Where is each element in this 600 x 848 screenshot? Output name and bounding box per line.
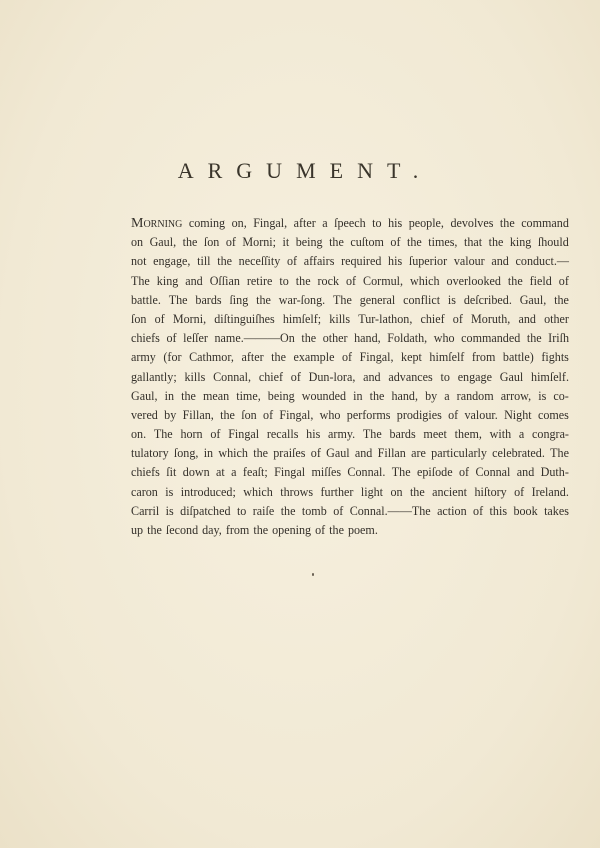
word: ſpeech bbox=[334, 216, 366, 230]
word: The bbox=[131, 273, 150, 288]
word: of bbox=[558, 273, 569, 288]
text-line bbox=[131, 310, 569, 329]
word: engage bbox=[457, 369, 492, 384]
word: praiſes bbox=[273, 446, 306, 461]
word: which bbox=[243, 484, 273, 499]
word: on, bbox=[231, 216, 247, 230]
word: poem. bbox=[347, 523, 378, 537]
word: by bbox=[164, 407, 177, 422]
word: further bbox=[320, 484, 354, 499]
word: meet bbox=[423, 427, 447, 442]
word: feaſt; bbox=[242, 465, 268, 480]
word: Fingal bbox=[228, 427, 260, 442]
word: and bbox=[185, 273, 203, 288]
word: them, bbox=[454, 427, 482, 442]
word: himſelf bbox=[429, 350, 465, 365]
word: the bbox=[220, 407, 235, 422]
text-line bbox=[131, 291, 569, 310]
word: up bbox=[131, 523, 144, 537]
word: on bbox=[390, 484, 403, 499]
word: Dun-lora, bbox=[308, 369, 356, 384]
word: is bbox=[165, 484, 174, 499]
word: cuſtom bbox=[350, 235, 384, 250]
word: Gaul, bbox=[131, 388, 158, 403]
word: is bbox=[165, 503, 174, 518]
word: Night bbox=[504, 407, 532, 422]
word: random bbox=[456, 388, 494, 403]
word: Foldath, bbox=[387, 331, 428, 346]
word: the bbox=[329, 235, 344, 250]
word: the bbox=[253, 523, 269, 537]
word: arrow, bbox=[500, 388, 532, 403]
word: king bbox=[156, 273, 179, 288]
word: is bbox=[447, 292, 456, 307]
word: particularly bbox=[431, 446, 487, 461]
text-line bbox=[131, 329, 569, 348]
word: battle) bbox=[502, 350, 534, 365]
word: diſpatched bbox=[180, 503, 231, 518]
word: which bbox=[218, 446, 248, 461]
word: a bbox=[444, 388, 450, 403]
word: advances bbox=[388, 369, 433, 384]
word: Cathmor, bbox=[189, 350, 234, 365]
word: on. bbox=[131, 427, 147, 442]
word: required bbox=[341, 254, 382, 269]
word: of bbox=[514, 484, 525, 499]
word: hand, bbox=[391, 388, 419, 403]
word: rock bbox=[317, 273, 340, 288]
word: light bbox=[360, 484, 384, 499]
word: from bbox=[225, 523, 250, 537]
word: Connal.——The bbox=[349, 503, 431, 518]
word: of bbox=[333, 503, 344, 518]
word: The bbox=[362, 427, 382, 442]
word: king bbox=[509, 235, 532, 250]
word: caron bbox=[131, 484, 158, 499]
word: mean bbox=[202, 388, 230, 403]
word: of bbox=[286, 254, 298, 269]
word: wounded bbox=[301, 388, 347, 403]
text-line bbox=[131, 214, 569, 233]
text-line bbox=[131, 444, 569, 463]
word: not bbox=[131, 254, 147, 269]
word: himſelf; bbox=[282, 311, 322, 326]
word: general bbox=[359, 292, 396, 307]
word: time, bbox=[236, 388, 261, 403]
word: ſon bbox=[131, 311, 147, 326]
text-line bbox=[131, 368, 569, 387]
word: co- bbox=[553, 388, 569, 403]
word: command bbox=[521, 216, 569, 230]
word: and bbox=[491, 254, 509, 269]
word: opening bbox=[272, 523, 312, 537]
word: and bbox=[518, 311, 536, 326]
word: Morni, bbox=[172, 311, 207, 326]
word: chiefs bbox=[131, 331, 160, 346]
text-line bbox=[131, 252, 569, 271]
word: prodigies bbox=[396, 407, 442, 422]
word: is bbox=[538, 388, 547, 403]
word: of bbox=[225, 235, 236, 250]
word: of bbox=[166, 331, 177, 346]
word: a bbox=[231, 465, 237, 480]
word: the bbox=[301, 331, 317, 346]
word: congra- bbox=[532, 427, 569, 442]
word: introduced; bbox=[180, 484, 236, 499]
word: The bbox=[168, 292, 188, 307]
word: bards bbox=[195, 292, 222, 307]
word: epiſode bbox=[416, 465, 453, 480]
word: himſelf. bbox=[531, 369, 569, 384]
word: it bbox=[282, 235, 290, 250]
word: at bbox=[216, 465, 225, 480]
word: name.———On bbox=[214, 331, 295, 346]
word: of bbox=[473, 503, 484, 518]
word: the bbox=[182, 235, 198, 250]
word: Fingal bbox=[274, 465, 306, 480]
word: times, bbox=[428, 235, 458, 250]
word: hiſtory bbox=[474, 484, 507, 499]
word: commanded bbox=[461, 331, 521, 346]
word: the bbox=[256, 292, 271, 307]
text-line bbox=[131, 502, 569, 521]
word: MORNING bbox=[131, 216, 183, 231]
word: army. bbox=[328, 427, 356, 442]
word: tulatory bbox=[131, 446, 169, 461]
word: The bbox=[333, 292, 352, 307]
word: raiſe bbox=[252, 503, 275, 518]
argument-text bbox=[131, 214, 569, 540]
word: tomb bbox=[301, 503, 327, 518]
word: Morni; bbox=[242, 235, 276, 250]
word: hand, bbox=[354, 331, 381, 346]
word: that bbox=[463, 235, 483, 250]
word: the bbox=[369, 388, 385, 403]
word: horn bbox=[180, 427, 203, 442]
word: The bbox=[391, 465, 411, 480]
word: being bbox=[267, 388, 295, 403]
word: recalls bbox=[266, 427, 299, 442]
word: deſcribed. bbox=[463, 292, 512, 307]
page-heading: ARGUMENT. bbox=[177, 158, 433, 183]
word: retire bbox=[246, 273, 273, 288]
word: of bbox=[458, 465, 470, 480]
word: comes bbox=[537, 407, 569, 422]
word: army bbox=[131, 350, 156, 365]
word: who bbox=[433, 331, 455, 346]
word: which bbox=[410, 273, 440, 288]
word: the bbox=[554, 292, 569, 307]
word: a bbox=[518, 427, 525, 442]
word: war-ſong. bbox=[278, 292, 326, 307]
text-line bbox=[131, 483, 569, 502]
word: down bbox=[182, 465, 210, 480]
word: example bbox=[293, 350, 335, 365]
word: Moruth, bbox=[471, 311, 511, 326]
word: the bbox=[217, 254, 232, 269]
word: kept bbox=[401, 350, 422, 365]
word: Cormul, bbox=[363, 273, 404, 288]
word: field bbox=[529, 273, 552, 288]
text-line bbox=[131, 463, 569, 482]
word: Fingal, bbox=[253, 216, 288, 230]
word: the bbox=[181, 388, 196, 403]
word: book bbox=[513, 503, 538, 518]
word: his bbox=[306, 427, 321, 442]
word: throws bbox=[280, 484, 314, 499]
word: the bbox=[271, 350, 286, 365]
word: of bbox=[263, 407, 274, 422]
word: takes bbox=[544, 503, 569, 518]
word: ſuperior bbox=[408, 254, 448, 269]
word: Connal. bbox=[347, 465, 386, 480]
word: celebrated. bbox=[492, 446, 545, 461]
word: Connal bbox=[475, 465, 511, 480]
word: conduct.— bbox=[515, 254, 569, 269]
word: of bbox=[448, 407, 459, 422]
text-line bbox=[131, 521, 569, 540]
word: of bbox=[315, 523, 326, 537]
word: from bbox=[471, 350, 496, 365]
word: affairs bbox=[303, 254, 335, 269]
word: Gaul, bbox=[149, 235, 177, 250]
word: the bbox=[253, 446, 268, 461]
word: Carril bbox=[131, 503, 160, 518]
word: his bbox=[388, 254, 403, 269]
word: of bbox=[452, 311, 463, 326]
word: coming bbox=[188, 216, 226, 230]
word: Gaul, bbox=[519, 292, 547, 307]
word: (for bbox=[163, 350, 182, 365]
word: ſing bbox=[229, 292, 249, 307]
word: in bbox=[164, 388, 175, 403]
word: of bbox=[210, 427, 221, 442]
word: leſſer bbox=[183, 331, 208, 346]
word: ſon bbox=[203, 235, 220, 250]
word: ſon bbox=[241, 407, 257, 422]
word: fights bbox=[541, 350, 569, 365]
word: the bbox=[507, 273, 523, 288]
word: conflict bbox=[403, 292, 441, 307]
word: the bbox=[147, 523, 162, 537]
word: his bbox=[388, 216, 403, 230]
word: other bbox=[322, 331, 348, 346]
text-line bbox=[131, 348, 569, 367]
word: Fingal, bbox=[359, 350, 394, 365]
word: being bbox=[295, 235, 323, 250]
word: people, bbox=[408, 216, 444, 230]
word: ſecond bbox=[165, 523, 199, 537]
word: Fingal, bbox=[279, 407, 314, 422]
word: the bbox=[526, 331, 542, 346]
word: day, bbox=[202, 523, 222, 537]
word: after bbox=[293, 216, 316, 230]
word: gallantly; bbox=[131, 369, 177, 384]
word: miſſes bbox=[311, 465, 342, 480]
word: and bbox=[354, 446, 373, 461]
text-line bbox=[131, 387, 569, 406]
word: Connal, bbox=[213, 369, 252, 384]
word: Ireland. bbox=[531, 484, 569, 499]
word: Tur-lathon, bbox=[358, 311, 413, 326]
word: of bbox=[341, 350, 353, 365]
word: to bbox=[372, 216, 382, 230]
text-line bbox=[131, 406, 569, 425]
word: ſit bbox=[166, 465, 177, 480]
text-line bbox=[131, 425, 569, 444]
word: chiefs bbox=[131, 465, 160, 480]
word: in bbox=[353, 388, 363, 403]
ink-speck bbox=[312, 573, 314, 576]
word: ſong, bbox=[173, 446, 199, 461]
word: of bbox=[390, 235, 401, 250]
word: other bbox=[544, 311, 569, 326]
word: neceſſity bbox=[238, 254, 281, 269]
word: Fillan bbox=[377, 446, 406, 461]
word: Gaul bbox=[499, 369, 524, 384]
word: diſtinguiſhes bbox=[214, 311, 275, 326]
word: overlooked bbox=[446, 273, 501, 288]
word: devolves bbox=[450, 216, 494, 230]
word: of bbox=[290, 369, 301, 384]
word: the bbox=[406, 235, 422, 250]
word: chief bbox=[258, 369, 284, 384]
word: The bbox=[550, 446, 569, 461]
word: Gaul bbox=[326, 446, 350, 461]
word: performs bbox=[346, 407, 391, 422]
word: this bbox=[489, 503, 508, 518]
word: valour. bbox=[464, 407, 498, 422]
word: with bbox=[489, 427, 512, 442]
word: bards bbox=[389, 427, 416, 442]
word: the bbox=[295, 273, 311, 288]
word: The bbox=[153, 427, 173, 442]
word: and bbox=[363, 369, 381, 384]
word: on bbox=[131, 235, 144, 250]
word: ancient bbox=[432, 484, 468, 499]
word: chief bbox=[420, 311, 445, 326]
word: Iriſh bbox=[548, 331, 569, 346]
word: ſhould bbox=[537, 235, 569, 250]
word: a bbox=[322, 216, 328, 230]
word: vered bbox=[131, 407, 158, 422]
word: the bbox=[280, 503, 296, 518]
word: are bbox=[411, 446, 426, 461]
word: of bbox=[310, 446, 321, 461]
word: who bbox=[319, 407, 341, 422]
word: by bbox=[425, 388, 438, 403]
word: to bbox=[279, 273, 289, 288]
word: kills bbox=[329, 311, 351, 326]
word: till bbox=[197, 254, 211, 269]
word: to bbox=[236, 503, 247, 518]
word: after bbox=[241, 350, 264, 365]
word: the bbox=[488, 235, 504, 250]
word: the bbox=[329, 523, 344, 537]
text-line bbox=[131, 233, 569, 252]
word: of bbox=[154, 311, 165, 326]
word: Fillan, bbox=[182, 407, 214, 422]
word: action bbox=[437, 503, 467, 518]
word: the bbox=[499, 216, 515, 230]
word: in bbox=[203, 446, 214, 461]
word: the bbox=[409, 484, 425, 499]
word: battle. bbox=[131, 292, 161, 307]
word: Duth- bbox=[540, 465, 569, 480]
word: of bbox=[346, 273, 357, 288]
word: engage, bbox=[153, 254, 191, 269]
text-line bbox=[131, 272, 569, 291]
word: kills bbox=[184, 369, 206, 384]
word: Oſſian bbox=[209, 273, 240, 288]
word: valour bbox=[453, 254, 485, 269]
word: and bbox=[516, 465, 535, 480]
word: to bbox=[440, 369, 450, 384]
